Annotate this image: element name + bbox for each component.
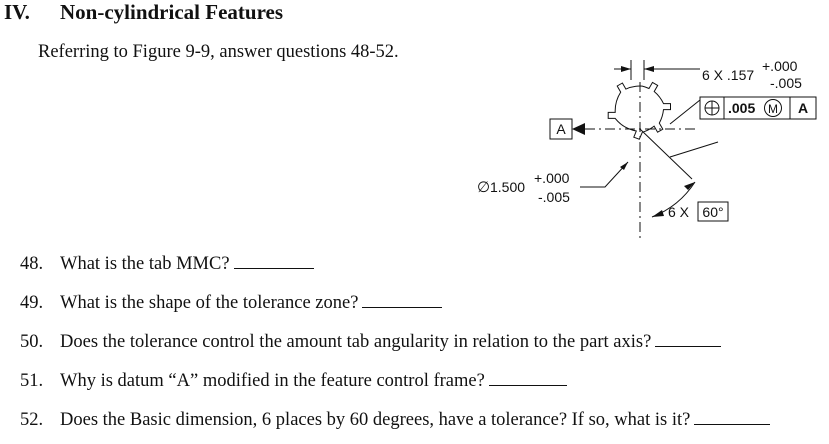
fcf-tolerance: .005	[728, 100, 756, 116]
question-48	[20, 253, 314, 275]
diameter-value: 1.500	[490, 179, 526, 195]
shaft-outline	[608, 82, 670, 139]
answer-blank[interactable]	[234, 253, 314, 269]
question-number: 51.	[20, 371, 44, 391]
answer-blank[interactable]	[489, 370, 567, 386]
question-number: 48.	[20, 254, 44, 274]
fcf-datum: A	[797, 100, 809, 116]
question-52	[20, 409, 770, 431]
question-50	[20, 331, 721, 353]
fcf-modifier: M	[768, 102, 778, 116]
datum-label: A	[556, 121, 566, 137]
diameter-symbol: ∅	[477, 179, 491, 196]
question-text: Does the Basic dimension, 6 places by 60 degrees, have a tolerance? If so, what is it?	[60, 410, 691, 430]
intro-text: Referring to Figure 9-9, answer questions 48-52.	[38, 42, 399, 62]
tab-width-upper: +.000	[762, 58, 798, 74]
tab-width-prefix: 6 X .157	[702, 67, 755, 83]
question-text: What is the shape of the tolerance zone?	[60, 293, 359, 313]
question-number: 49.	[20, 293, 44, 313]
answer-blank[interactable]	[362, 292, 442, 308]
section-number: IV.	[4, 0, 30, 24]
section-title: Non-cylindrical Features	[60, 0, 284, 24]
tab-width-lower: -.005	[770, 75, 802, 91]
angle-basic: 60°	[702, 204, 724, 220]
section-heading	[4, 0, 283, 25]
answer-blank[interactable]	[655, 331, 721, 347]
question-number: 52.	[20, 410, 44, 430]
answer-blank[interactable]	[694, 409, 770, 425]
diameter-lower: -.005	[538, 189, 570, 205]
question-51	[20, 370, 567, 392]
angle-prefix: 6 X	[668, 204, 690, 220]
question-49	[20, 292, 442, 314]
question-text: What is the tab MMC?	[60, 254, 230, 274]
diameter-upper: +.000	[534, 170, 570, 186]
question-text: Does the tolerance control the amount tab angularity in relation to the part axis?	[60, 332, 652, 352]
question-text: Why is datum “A” modified in the feature control frame?	[60, 371, 485, 391]
question-number: 50.	[20, 332, 44, 352]
figure-9-9	[470, 52, 820, 244]
